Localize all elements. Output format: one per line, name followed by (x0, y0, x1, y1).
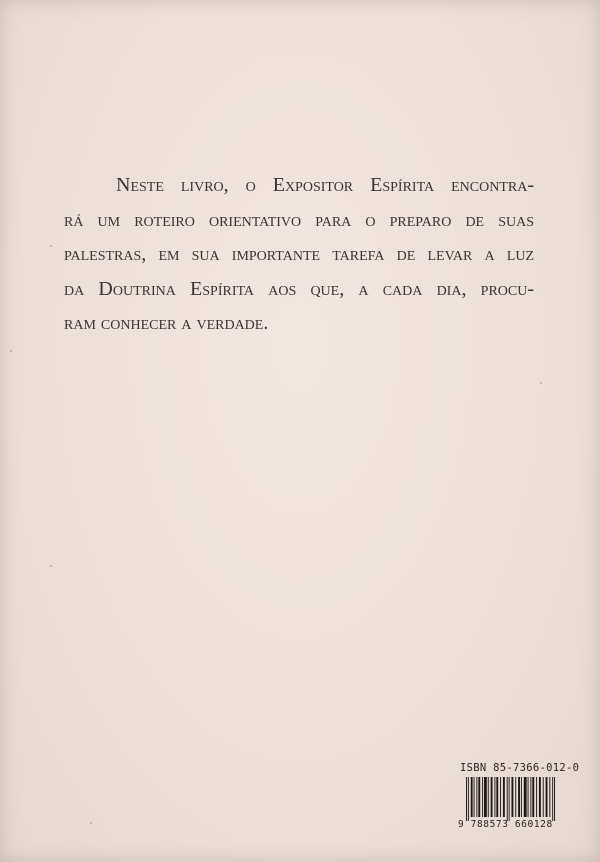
barcode-digits: 9 788573 660128 (458, 819, 553, 830)
blurb-line: ram conhecer a verdade. (64, 312, 269, 334)
blurb-line: da Doutrina Espírita aos que, a cada dia, procu- (64, 277, 534, 300)
isbn-label: ISBN 85-7366-012-0 (460, 762, 580, 774)
blurb-line: palestras, em sua importante tarefa de levar a luz (64, 243, 534, 265)
paper-speck (50, 245, 52, 247)
paper-speck (50, 565, 52, 567)
back-cover-blurb (64, 168, 534, 341)
barcode-icon (466, 777, 556, 821)
blurb-line: rá um roteiro orientativo para o preparo de suas (64, 208, 534, 231)
paper-speck (90, 822, 92, 824)
paper-speck (10, 350, 12, 352)
blurb-line: Neste livro, o Expositor Espírita encontra- (116, 174, 534, 196)
isbn-barcode-block (458, 762, 580, 834)
paper-speck (540, 382, 542, 384)
